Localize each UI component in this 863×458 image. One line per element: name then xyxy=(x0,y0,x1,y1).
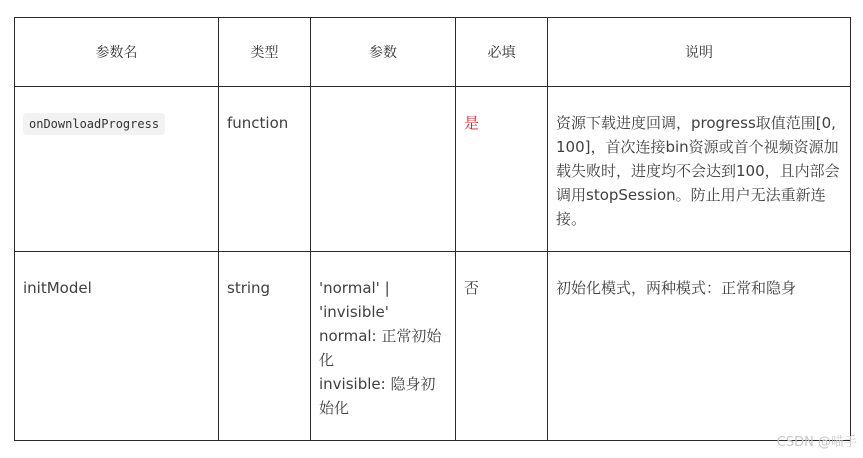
table-row xyxy=(15,252,851,441)
cell-name xyxy=(15,87,219,252)
cell-name: initModel xyxy=(15,252,219,441)
cell-required: 否 xyxy=(456,252,548,441)
table-header-row xyxy=(15,18,851,87)
cell-params xyxy=(311,87,456,252)
cell-type: string xyxy=(219,252,311,441)
header-type: 类型 xyxy=(219,18,311,87)
watermark: CSDN @喵手 xyxy=(776,435,857,450)
cell-description: 资源下载进度回调，progress取值范围[0, 100]，首次连接bin资源或首个视频资源加载失败时，进度均不会达到100，且内部会调用stopSession。防止用户无法重新连接。 xyxy=(548,87,851,252)
header-required: 必填 xyxy=(456,18,548,87)
cell-params: 'normal' | 'invisible' normal: 正常初始化 invisible: 隐身初始化 xyxy=(311,252,456,441)
cell-description: 初始化模式，两种模式：正常和隐身 xyxy=(548,252,851,441)
cell-required: 是 xyxy=(456,87,548,252)
table-row xyxy=(15,87,851,252)
header-params: 参数 xyxy=(311,18,456,87)
cell-type: function xyxy=(219,87,311,252)
header-param-name: 参数名 xyxy=(15,18,219,87)
header-description: 说明 xyxy=(548,18,851,87)
parameter-table xyxy=(14,17,851,441)
code-name: onDownloadProgress xyxy=(23,113,165,135)
